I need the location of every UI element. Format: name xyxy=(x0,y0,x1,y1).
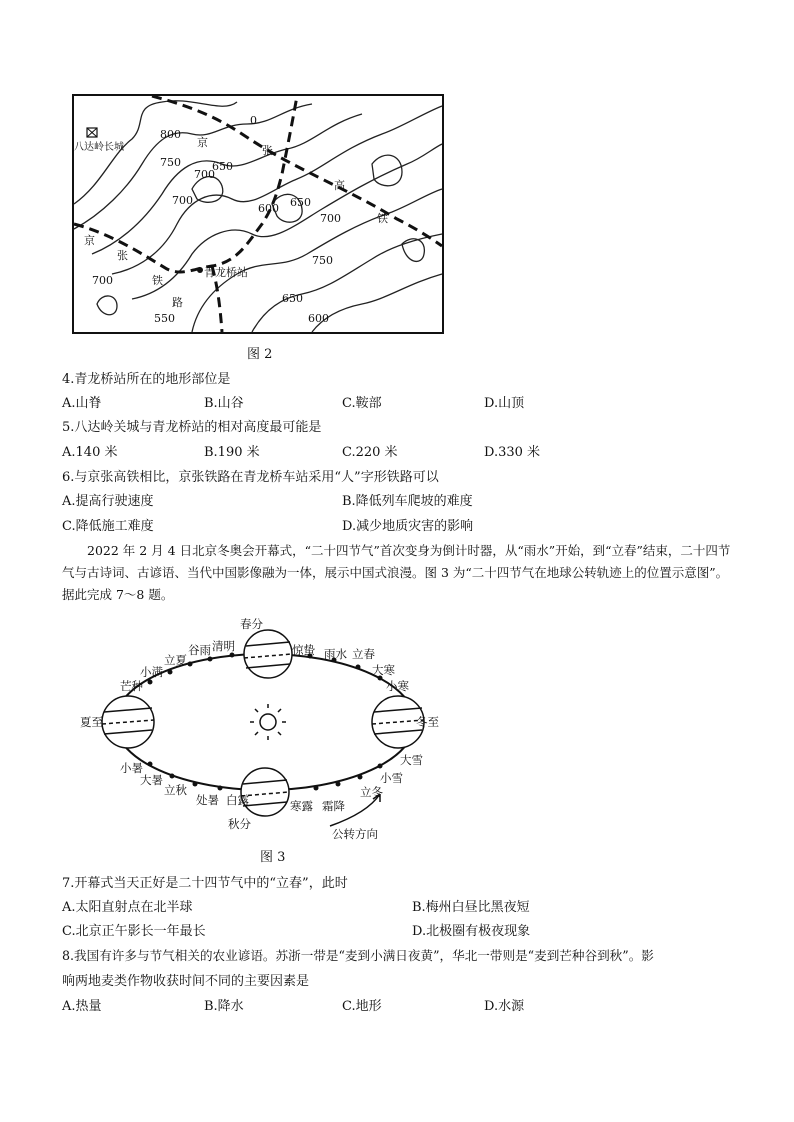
term-lixia: 立夏 xyxy=(164,653,187,667)
q6-option-c[interactable]: C.降低施工难度 xyxy=(62,519,154,534)
q6-stem: 6.与京张高铁相比，京张铁路在青龙桥车站采用“人”字形铁路可以 xyxy=(62,470,439,485)
q4-stem: 4.青龙桥站所在的地形部位是 xyxy=(62,372,231,387)
q4-option-c[interactable]: C.鞍部 xyxy=(342,396,382,411)
contour-label: 600 xyxy=(258,202,279,215)
q4-option-d[interactable]: D.山顶 xyxy=(484,396,525,411)
term-xiaoman: 小满 xyxy=(140,665,163,679)
passage-text: 2022 年 2 月 4 日北京冬奥会开幕式，“二十四节气”首次变身为倒计时器，从“雨水”开始，到“立春”结束，二十四节气与古诗词、古谚语、当代中国影像融为一体，展示中国式浪漫。图 3 为“二十四节气在地球公转轨迹上的位置示意图”。据此完成 7～8 题。 xyxy=(62,543,731,602)
label-tie-left: 铁 xyxy=(152,274,163,287)
q8-option-d[interactable]: D.水源 xyxy=(484,999,525,1014)
q8-option-b[interactable]: B.降水 xyxy=(204,999,244,1014)
term-xiaohan: 小寒 xyxy=(386,679,409,693)
term-dashu: 大暑 xyxy=(140,773,163,787)
contour-label: 750 xyxy=(312,254,333,267)
label-jing-top: 京 xyxy=(197,136,208,149)
term-qingming: 清明 xyxy=(212,639,235,653)
q7-option-c[interactable]: C.北京正午影长一年最长 xyxy=(62,924,206,939)
term-lichun: 立春 xyxy=(352,647,375,661)
contour-label: 550 xyxy=(154,312,175,325)
term-hanlu: 寒露 xyxy=(290,799,313,813)
q7-option-b[interactable]: B.梅州白昼比黑夜短 xyxy=(412,900,530,915)
q5-option-c[interactable]: C.220 米 xyxy=(342,445,398,460)
q7-option-d[interactable]: D.北极圈有极夜现象 xyxy=(412,924,531,939)
q5-option-b[interactable]: B.190 米 xyxy=(204,445,260,460)
q5-option-d[interactable]: D.330 米 xyxy=(484,445,541,460)
contour-label: 700 xyxy=(172,194,193,207)
term-shuangjiang: 霜降 xyxy=(322,799,345,813)
q6-option-b[interactable]: B.降低列车爬坡的难度 xyxy=(342,494,473,509)
term-dongzhi: 冬至 xyxy=(416,715,439,729)
q8-stem-line2: 响两地麦类作物收获时间不同的主要因素是 xyxy=(62,974,310,989)
q5-option-a[interactable]: A.140 米 xyxy=(62,445,118,460)
term-chunfen: 春分 xyxy=(240,617,263,631)
term-mangzhong: 芒种 xyxy=(120,679,143,693)
q8-option-c[interactable]: C.地形 xyxy=(342,999,382,1014)
label-revolution-direction: 公转方向 xyxy=(332,827,378,841)
label-badaling: 八达岭长城 xyxy=(74,142,124,153)
term-guyu: 谷雨 xyxy=(188,643,211,657)
term-bailu: 白露 xyxy=(226,793,249,807)
q4-option-b[interactable]: B.山谷 xyxy=(204,396,244,411)
q5-stem: 5.八达岭关城与青龙桥站的相对高度最可能是 xyxy=(62,420,322,435)
figure2-contour-map xyxy=(72,94,444,334)
term-jingzhe: 惊蛰 xyxy=(292,643,315,657)
q7-stem: 7.开幕式当天正好是二十四节气中的“立春”，此时 xyxy=(62,876,348,891)
earth-qiufen xyxy=(241,768,289,816)
contour-label: 700 xyxy=(92,274,113,287)
term-yushui: 雨水 xyxy=(324,647,347,661)
term-xiaoshu: 小暑 xyxy=(120,761,143,775)
contour-label: 0 xyxy=(250,114,257,127)
contour-label: 700 xyxy=(320,212,341,225)
q7-option-a[interactable]: A.太阳直射点在北半球 xyxy=(62,900,193,915)
q6-option-d[interactable]: D.减少地质灾害的影响 xyxy=(342,519,474,534)
label-gao: 高 xyxy=(334,179,345,192)
figure3-orbit-diagram xyxy=(80,614,440,844)
term-qiufen: 秋分 xyxy=(228,817,251,831)
contour-label: 650 xyxy=(212,160,233,173)
contour-label: 800 xyxy=(160,128,181,141)
term-liqiu: 立秋 xyxy=(164,783,187,797)
earth-chunfen xyxy=(244,630,292,678)
figure2-caption: 图 2 xyxy=(247,347,273,362)
contour-label: 700 xyxy=(194,168,215,181)
qinglongqiao-marker xyxy=(197,267,203,273)
term-xiaoxue: 小雪 xyxy=(380,771,403,785)
contour-label: 650 xyxy=(290,196,311,209)
label-jing-left: 京 xyxy=(84,234,95,247)
figure3-caption: 图 3 xyxy=(260,850,286,865)
earth-xiazhi xyxy=(102,696,154,748)
label-tie-right: 铁 xyxy=(377,212,388,225)
term-chushu: 处暑 xyxy=(196,793,219,807)
contour-label: 650 xyxy=(282,292,303,305)
contour-label: 750 xyxy=(160,156,181,169)
sun-icon xyxy=(250,704,286,740)
label-qinglongqiao: 青龙桥站 xyxy=(204,266,248,279)
term-lidong: 立冬 xyxy=(360,785,383,799)
label-zhang-left: 张 xyxy=(117,249,128,262)
label-zhang-top: 张 xyxy=(262,144,273,157)
q8-stem-line1: 8.我国有许多与节气相关的农业谚语。苏浙一带是“麦到小满日夜黄”，华北一带则是“麦到芒种谷到秋”。影 xyxy=(62,948,654,963)
term-dahan: 大寒 xyxy=(372,663,395,677)
term-daxue: 大雪 xyxy=(400,753,423,767)
contour-label: 600 xyxy=(308,312,329,325)
q6-option-a[interactable]: A.提高行驶速度 xyxy=(62,494,154,509)
q4-option-a[interactable]: A.山脊 xyxy=(62,396,102,411)
q8-option-a[interactable]: A.热量 xyxy=(62,999,102,1014)
term-xiazhi: 夏至 xyxy=(80,715,103,729)
label-lu: 路 xyxy=(172,296,183,309)
